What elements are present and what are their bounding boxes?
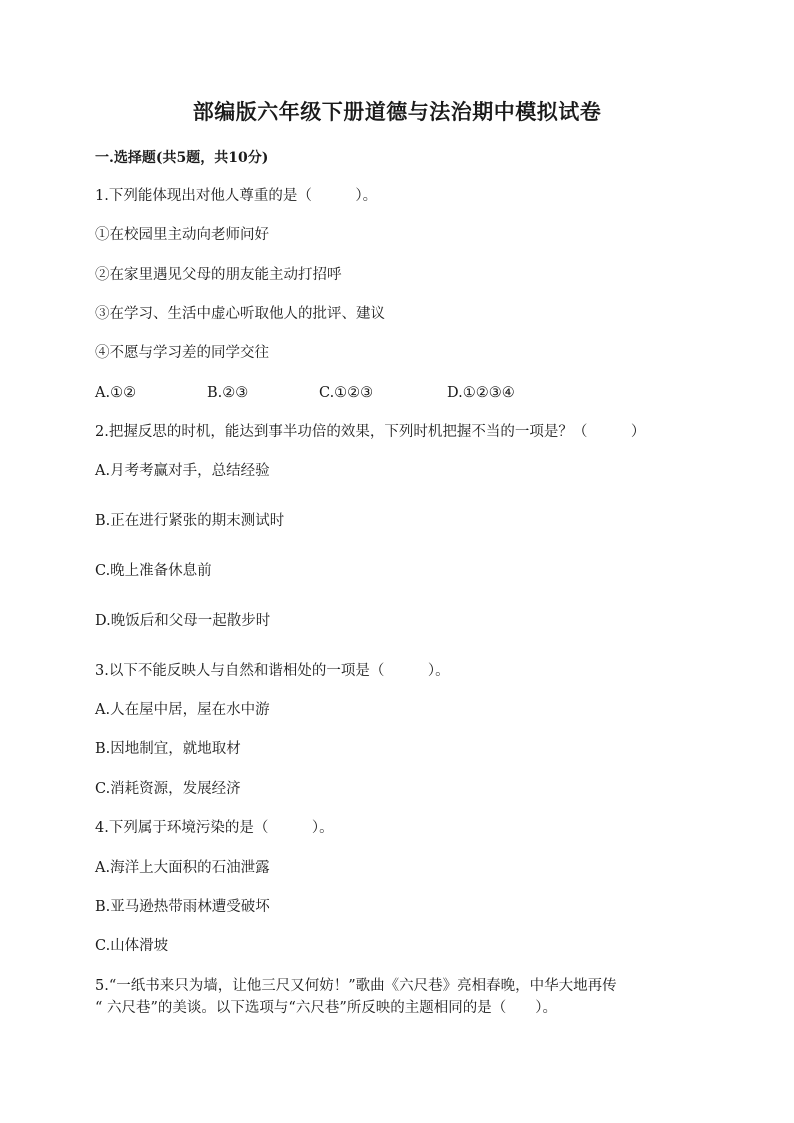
option-a: A.①② xyxy=(95,385,137,401)
question-4-option-a: A.海洋上大面积的石油泄露 xyxy=(95,860,270,876)
question-1-stem: 1.下列能体现出对他人尊重的是（ ）。 xyxy=(95,188,378,204)
question-4-option-c: C.山体滑坡 xyxy=(95,938,169,954)
question-2-option-b: B.正在进行紧张的期末测试时 xyxy=(95,513,285,529)
question-1-item: ②在家里遇见父母的朋友能主动打招呼 xyxy=(95,267,342,283)
question-5-stem-line-1: 5.“一纸书来只为墙，让他三尺又何妨！”歌曲《六尺巷》亮相春晚，中华大地再传 xyxy=(95,978,617,994)
question-3-stem: 3.以下不能反映人与自然和谐相处的一项是（ ）。 xyxy=(95,663,450,679)
question-4-option-b: B.亚马逊热带雨林遭受破坏 xyxy=(95,899,270,915)
question-1-item: ③在学习、生活中虚心听取他人的批评、建议 xyxy=(95,306,385,322)
option-b: B.②③ xyxy=(207,385,249,401)
page-title: 部编版六年级下册道德与法治期中模拟试卷 xyxy=(192,99,602,124)
question-2-option-a: A.月考考赢对手，总结经验 xyxy=(95,463,270,479)
question-1-item: ④不愿与学习差的同学交往 xyxy=(95,345,269,361)
question-3-option-b: B.因地制宜，就地取材 xyxy=(95,741,241,757)
option-d: D.①②③④ xyxy=(447,385,515,401)
question-5-stem-line-2: “ 六尺巷”的美谈。以下选项与“六尺巷”所反映的主题相同的是（ ）。 xyxy=(95,1000,558,1016)
section-heading: 一.选择题(共5题，共10分) xyxy=(95,150,269,166)
question-2-option-c: C.晚上准备休息前 xyxy=(95,563,212,579)
question-1-item: ①在校园里主动向老师问好 xyxy=(95,227,269,243)
question-2-option-d: D.晚饭后和父母一起散步时 xyxy=(95,613,271,629)
question-2-stem: 2.把握反思的时机，能达到事半功倍的效果，下列时机把握不当的一项是？（ ） xyxy=(95,424,646,440)
question-3-option-a: A.人在屋中居，屋在水中游 xyxy=(95,702,270,718)
question-4-stem: 4.下列属于环境污染的是（ ）。 xyxy=(95,820,334,836)
option-c: C.①②③ xyxy=(319,385,374,401)
question-3-option-c: C.消耗资源，发展经济 xyxy=(95,781,241,797)
